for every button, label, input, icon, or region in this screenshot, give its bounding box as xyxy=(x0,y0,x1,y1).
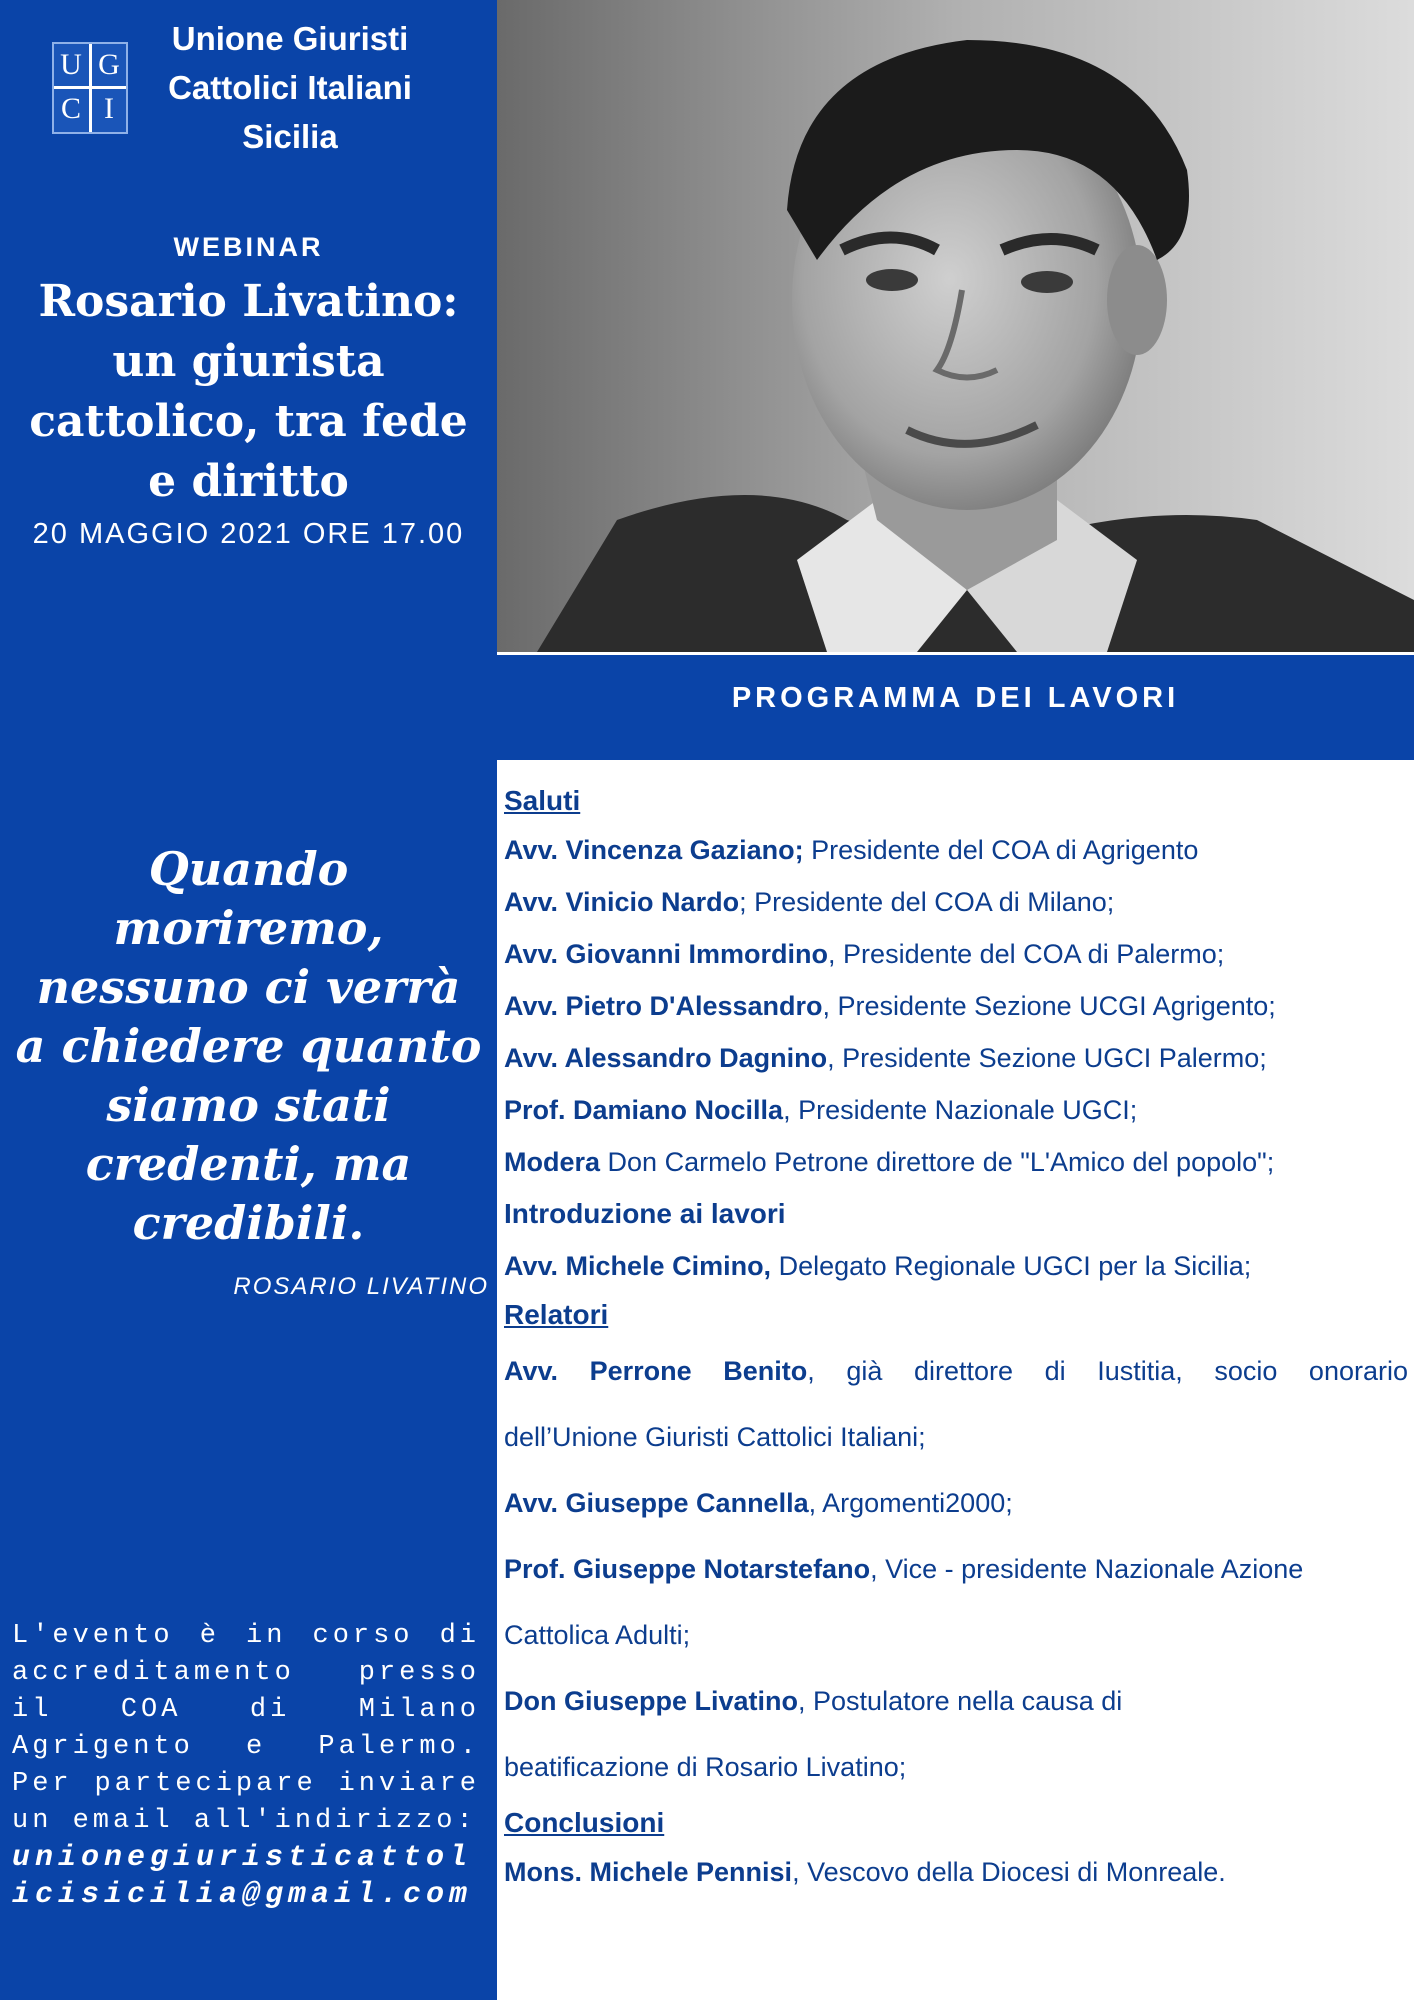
left-panel xyxy=(0,0,497,2000)
program-item: Prof. Giuseppe Notarstefano, Vice - presidente Nazionale Azione xyxy=(504,1554,1304,1584)
contact-email[interactable]: unionegiuristicattolicisicilia@gmail.com xyxy=(12,1841,473,1912)
section-introduzione-heading: Introduzione ai lavori xyxy=(504,1198,786,1229)
program-item: Prof. Damiano Nocilla, Presidente Nazionale UGCI; xyxy=(504,1095,1138,1125)
event-type: WEBINAR xyxy=(173,232,324,262)
program-item: Avv. Vinicio Nardo; Presidente del COA di Milano; xyxy=(504,887,1115,917)
quote: Quando moriremo, nessuno ci verrà a chiedere quanto siamo stati credenti, ma credibili. xyxy=(15,842,482,1250)
accreditation-text: L'evento è in corso di accreditamento presso il COA di Milano Agrigento e Palermo. Per partecipare inviare un email all'indirizzo: xyxy=(12,1621,480,1836)
quote-author: ROSARIO LIVATINO xyxy=(233,1273,489,1300)
program-item-continued: beatificazione di Rosario Livatino; xyxy=(504,1752,907,1782)
program-item: Don Giuseppe Livatino, Postulatore nella causa di xyxy=(504,1686,1123,1716)
program-item: Avv. Perrone Benito, già direttore di Iustitia, socio onorario xyxy=(504,1356,1408,1386)
organization-name: Unione Giuristi Cattolici Italiani Sicilia xyxy=(168,20,412,155)
section-saluti-heading: Saluti xyxy=(504,785,581,816)
program-item: Modera Don Carmelo Petrone direttore de "L'Amico del popolo"; xyxy=(504,1147,1275,1177)
program-item: Avv. Michele Cimino, Delegato Regionale UGCI per la Sicilia; xyxy=(504,1251,1252,1281)
event-date: 20 MAGGIO 2021 ORE 17.00 xyxy=(32,518,465,550)
program-item: Mons. Michele Pennisi, Vescovo della Diocesi di Monreale. xyxy=(504,1857,1226,1887)
program-item-continued: dell’Unione Giuristi Cattolici Italiani; xyxy=(504,1422,926,1452)
section-relatori-heading: Relatori xyxy=(504,1299,609,1330)
portrait-photo xyxy=(497,0,1414,652)
program-item-continued: Cattolica Adulti; xyxy=(504,1620,691,1650)
program-item: Avv. Alessandro Dagnino, Presidente Sezione UGCI Palermo; xyxy=(504,1043,1267,1073)
event-title: Rosario Livatino: un giurista cattolico, tra fede e diritto xyxy=(29,276,468,507)
section-conclusioni-heading: Conclusioni xyxy=(504,1807,665,1838)
program-item: Avv. Vincenza Gaziano; Presidente del COA di Agrigento xyxy=(504,835,1199,865)
program-item: Avv. Giuseppe Cannella, Argomenti2000; xyxy=(504,1488,1013,1518)
ugci-logo: U G C I xyxy=(52,42,128,134)
program-list xyxy=(504,778,1408,1898)
program-header-band xyxy=(497,655,1414,760)
program-item: Avv. Giovanni Immordino, Presidente del COA di Palermo; xyxy=(504,939,1225,969)
accreditation-info xyxy=(12,1618,480,1914)
program-title: PROGRAMMA DEI LAVORI xyxy=(731,682,1180,714)
program-item: Avv. Pietro D'Alessandro, Presidente Sezione UCGI Agrigento; xyxy=(504,991,1276,1021)
